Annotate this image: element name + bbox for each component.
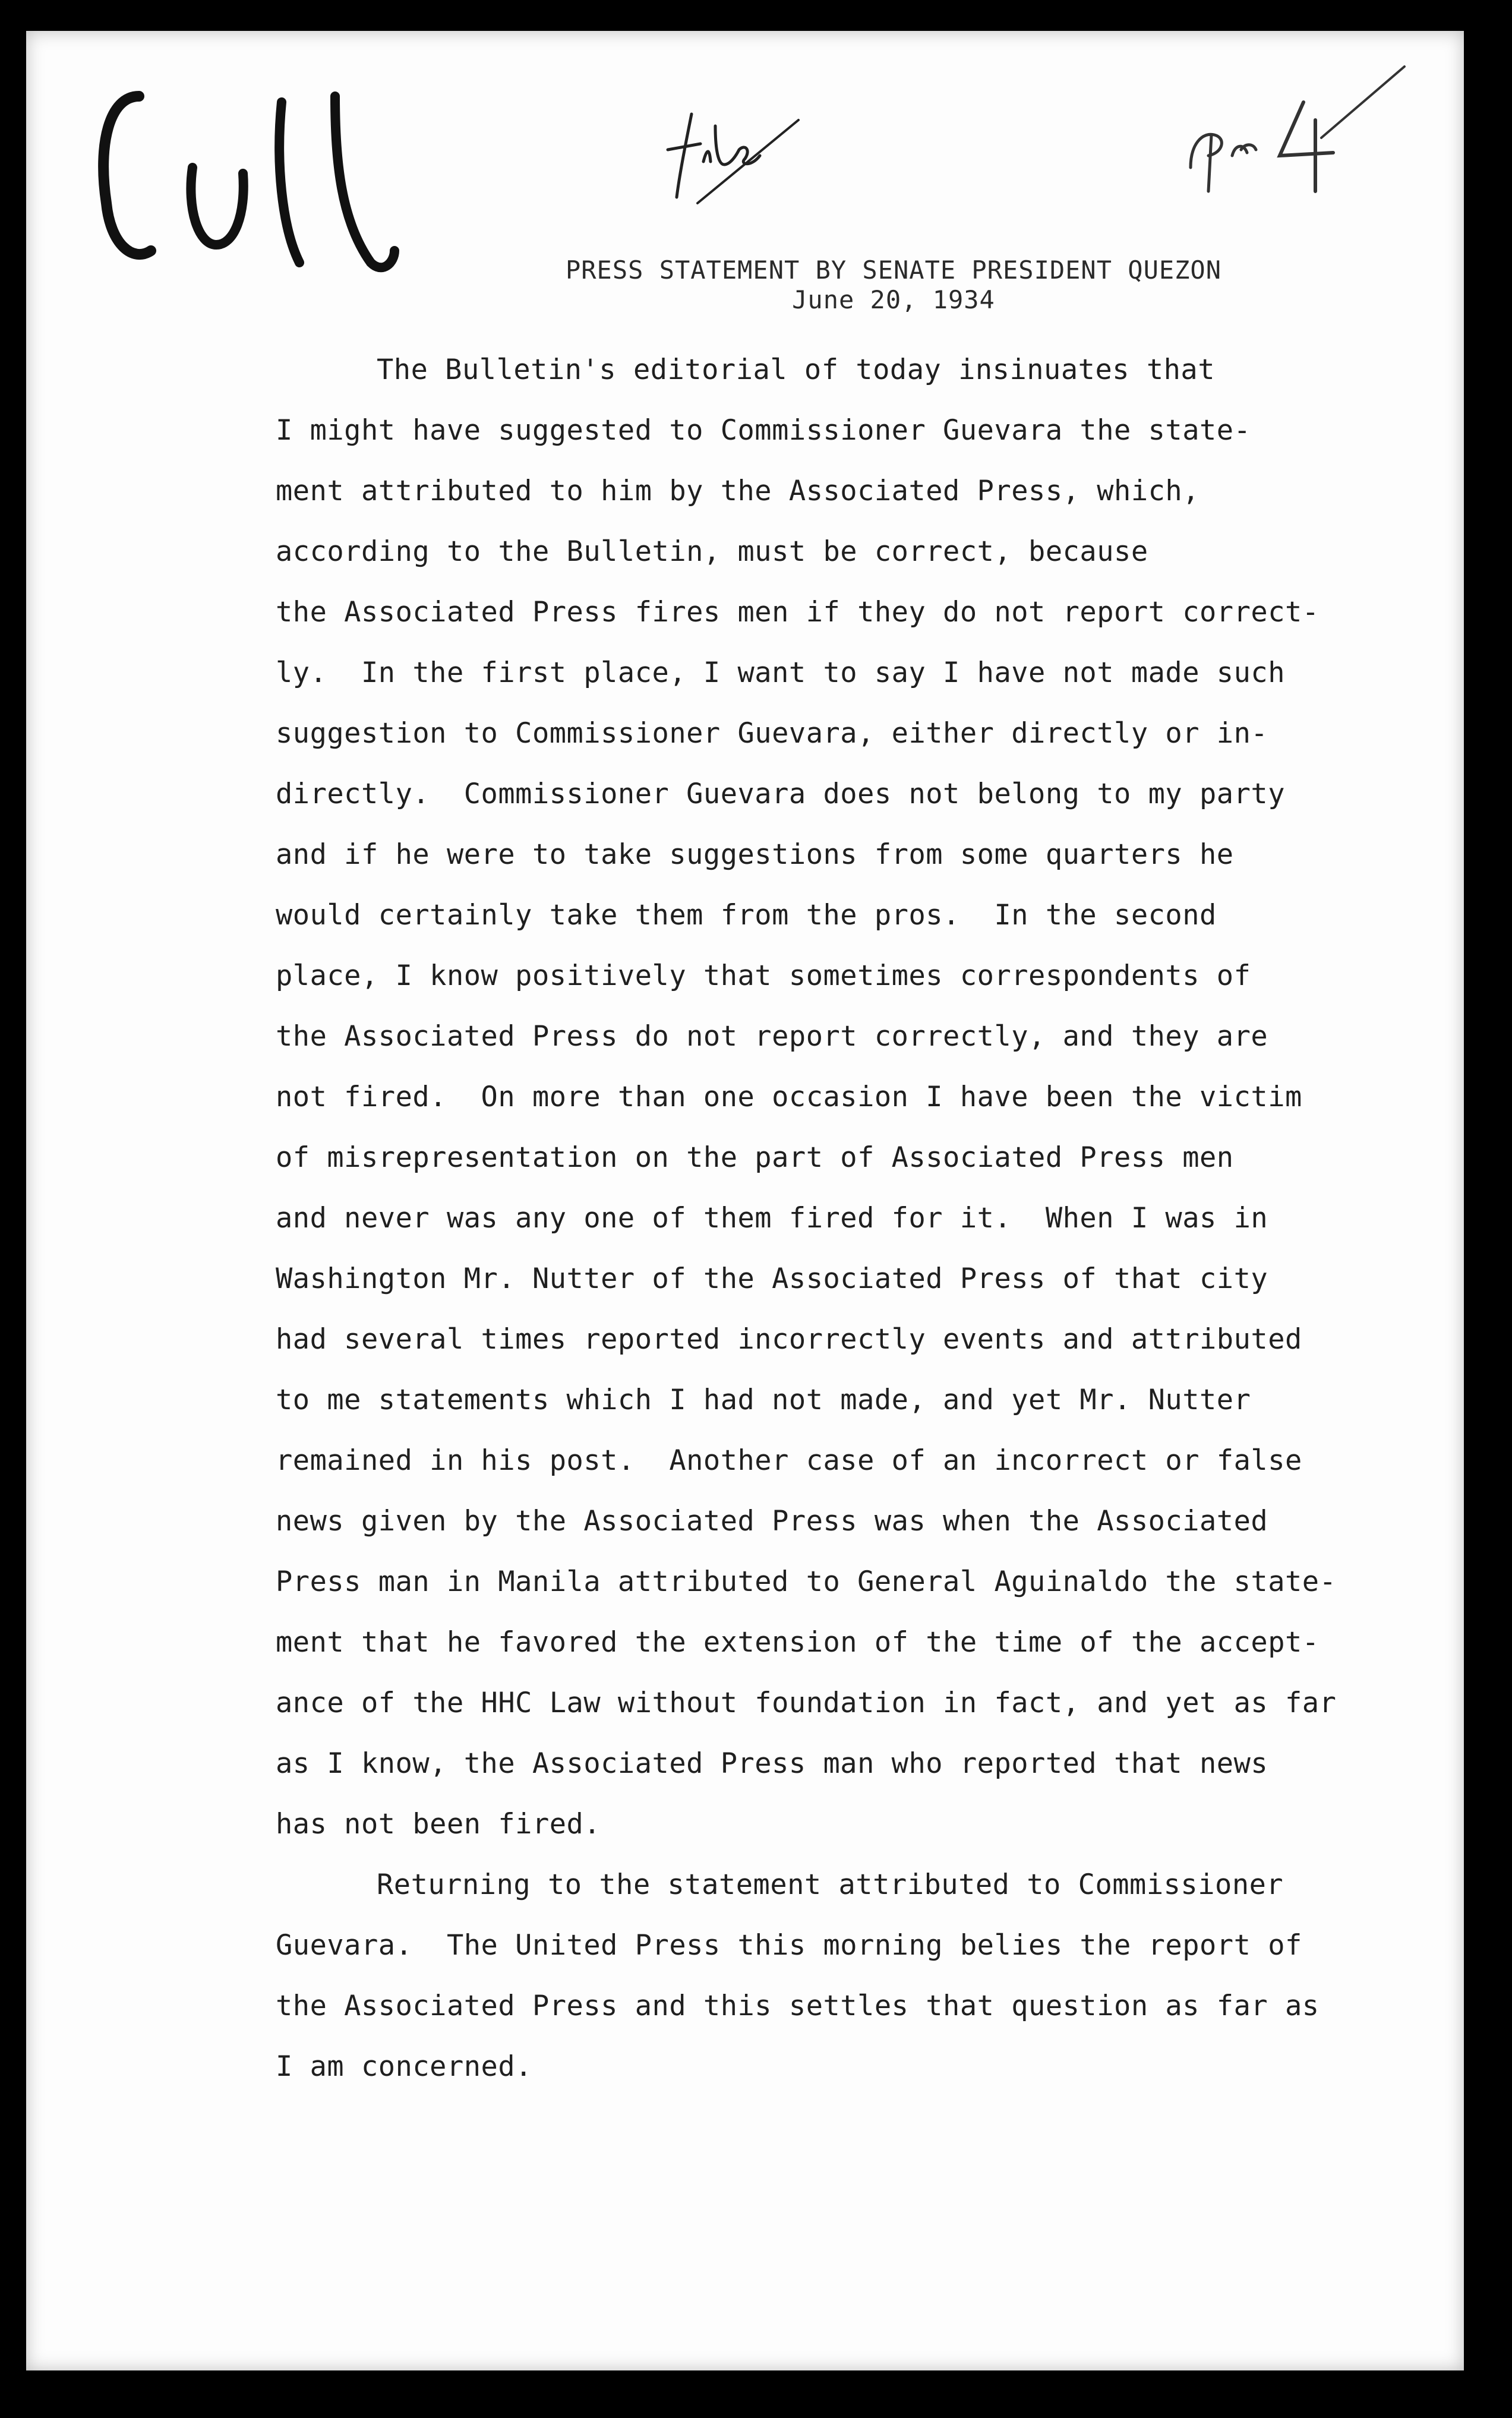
text-line: Washington Mr. Nutter of the Associated Press of that city — [276, 1262, 1268, 1295]
call-l1-stroke — [279, 102, 299, 263]
text-line: I might have suggested to Commissioner Guevara the state- — [276, 414, 1251, 447]
text-line: The Bulletin's editorial of today insinuates that — [377, 353, 1216, 386]
text-line: the Associated Press fires men if they do not report correct- — [276, 596, 1320, 629]
paragraph — [276, 1855, 1428, 2097]
document-body — [276, 340, 1428, 2097]
text-line: place, I know positively that sometimes correspondents of — [276, 959, 1251, 992]
text-line: Guevara. The United Press this morning belies the report of — [276, 1929, 1302, 1962]
text-line: Press man in Manila attributed to General Aguinaldo the state- — [276, 1565, 1337, 1598]
text-line: according to the Bulletin, must be correct, because — [276, 535, 1148, 568]
text-line: ly. In the first place, I want to say I have not made such — [276, 656, 1285, 689]
text-line: the Associated Press and this settles that question as far as — [276, 1990, 1320, 2022]
document-title: PRESS STATEMENT BY SENATE PRESIDENT QUEZON — [565, 255, 1222, 285]
handwritten-call-annotation — [74, 72, 430, 298]
handwritten-pr4-annotation — [1167, 55, 1416, 209]
text-line: directly. Commissioner Guevara does not belong to my party — [276, 778, 1285, 810]
pr-stroke — [1191, 134, 1256, 191]
paragraph — [276, 340, 1428, 1855]
text-line: I am concerned. — [276, 2050, 532, 2083]
text-line: has not been fired. — [276, 1808, 601, 1841]
text-line: ance of the HHC Law without foundation in fact, and yet as far — [276, 1687, 1337, 1719]
text-line: Returning to the statement attributed to Commissioner — [377, 1868, 1284, 1901]
text-line: as I know, the Associated Press man who reported that news — [276, 1747, 1268, 1780]
document-date: June 20, 1934 — [792, 285, 995, 314]
text-line: to me statements which I had not made, and yet Mr. Nutter — [276, 1384, 1251, 1416]
text-line: remained in his post. Another case of an incorrect or false — [276, 1444, 1302, 1477]
text-line: and never was any one of them fired for it. When I was in — [276, 1202, 1268, 1235]
call-a-stroke — [191, 168, 243, 245]
text-line: would certainly take them from the pros. In the second — [276, 899, 1217, 932]
text-line: news given by the Associated Press was when the Associated — [276, 1505, 1268, 1538]
pr4-slash-stroke — [1321, 67, 1404, 138]
text-line: suggestion to Commissioner Guevara, either directly or in- — [276, 717, 1268, 750]
text-line: the Associated Press do not report correctly, and they are — [276, 1020, 1268, 1053]
handwritten-file-annotation — [656, 90, 810, 209]
file-f-stroke — [668, 114, 700, 197]
text-line: had several times reported incorrectly events and attributed — [276, 1323, 1302, 1356]
text-line: not fired. On more than one occasion I have been the victim — [276, 1081, 1302, 1113]
text-line: of misrepresentation on the part of Associated Press men — [276, 1141, 1234, 1174]
four-stroke — [1280, 102, 1333, 191]
text-line: and if he were to take suggestions from some quarters he — [276, 838, 1234, 871]
call-c-stroke — [103, 96, 151, 254]
file-underline-stroke — [697, 120, 798, 203]
text-line: ment that he favored the extension of the time of the accept- — [276, 1626, 1320, 1659]
text-line: ment attributed to him by the Associated Press, which, — [276, 475, 1200, 507]
call-l2-stroke — [335, 96, 394, 267]
document-page — [26, 31, 1464, 2370]
document-heading — [490, 255, 1298, 315]
